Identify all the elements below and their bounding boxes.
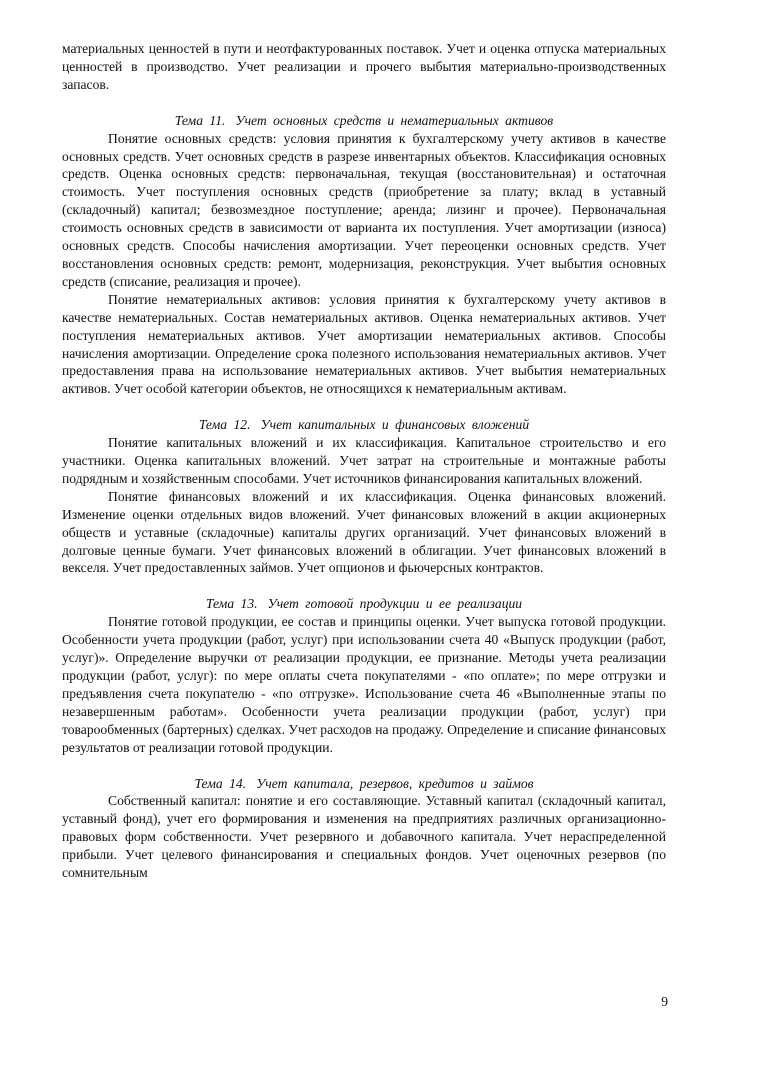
topic-number: Тема 11.	[174, 112, 226, 128]
topic-number: Тема 13.	[205, 596, 258, 612]
section-topic-12	[62, 416, 666, 577]
section-paragraph: Понятие финансовых вложений и их классификация. Оценка финансовых вложений. Изменение оценки отдельных видов вложений. Учет финансовых вложений в акции акционерных обществ и уставные (складочные) капиталы других организаций. Учет финансовых вложений в долговые ценные бумаги. Учет финансовых вложений в облигации. Учет финансовых вложений в векселя. Учет предоставленных займов. Учет опционов и фьючерсных контрактов.	[62, 488, 666, 576]
topic-title: Учет готовой продукции и ее реализации	[267, 596, 523, 612]
intro-paragraph: материальных ценностей в пути и неотфактурованных поставок. Учет и оценка отпуска материальных ценностей в производство. Учет реализации и прочего выбытия материально-производственных запасов.	[62, 41, 666, 92]
topic-heading	[62, 112, 666, 130]
topic-number: Тема 14.	[194, 775, 247, 791]
section-paragraph: Понятие нематериальных активов: условия принятия к бухгалтерскому учету активов в качестве нематериальных. Состав нематериальных активов. Оценка нематериальных активов. Учет поступления нематериальных активов. Учет амортизации нематериальных активов. Способы начисления амортизации. Определение срока полезного использования нематериальных активов. Учет предоставления права на использование нематериальных активов. Учет выбытия нематериальных активов. Учет особой категории объектов, не относящихся к нематериальным активам.	[62, 291, 666, 397]
document-page	[62, 40, 666, 882]
topic-heading	[62, 416, 666, 434]
topic-number: Тема 12.	[198, 417, 251, 433]
section-paragraph: Собственный капитал: понятие и его составляющие. Уставный капитал (складочный капитал, уставный фонд), учет его формирования и изменения на предприятиях различных организационно-правовых форм собственности. Учет резервного и добавочного капитала. Учет нераспределенной прибыли. Учет целевого финансирования и специальных фондов. Учет оценочных резервов (по сомнительным	[62, 793, 666, 881]
topic-title: Учет основных средств и нематериальных активов	[235, 112, 554, 128]
section-topic-13	[62, 595, 666, 756]
section-paragraph: Понятие капитальных вложений и их классификация. Капитальное строительство и его участники. Оценка капитальных вложений. Учет затрат на строительные и монтажные работы подрядным и хозяйственным способами. Учет источников финансирования капитальных вложений.	[62, 435, 666, 486]
topic-heading	[62, 775, 666, 793]
section-paragraph: Понятие готовой продукции, ее состав и принципы оценки. Учет выпуска готовой продукции. Особенности учета продукции (работ, услуг) при использовании счета 40 «Выпуск продукции (работ, услуг)». Определение выручки от реализации продукции, ее признание. Методы учета реализации продукции (работ, услуг): по мере оплаты счета покупателями - «по оплате»; по мере отгрузки и предъявления счета покупателю - «по отгрузке». Использование счета 46 «Выполненные этапы по незавершенным работам». Особенности учета реализации продукции (работ, услуг) при товарообменных (бартерных) сделках. Учет расходов на продажу. Определение и списание финансовых результатов от реализации готовой продукции.	[62, 614, 666, 755]
page-number: 9	[661, 994, 668, 1009]
section-topic-14	[62, 775, 666, 882]
topic-title: Учет капитала, резервов, кредитов и займов	[256, 775, 534, 791]
topic-title: Учет капитальных и финансовых вложений	[260, 417, 530, 433]
section-paragraph: Понятие основных средств: условия принятия к бухгалтерскому учету активов в качестве основных средств. Учет основных средств в разрезе инвентарных объектов. Классификация основных средств. Оценка основных средств: первоначальная, текущая (восстановительная) и остаточная стоимость. Учет поступления основных средств (приобретение за плату; вклад в уставный (складочный) капитал; безвозмездное поступление; аренда; лизинг и прочее). Первоначальная стоимость основных средств в зависимости от варианта их поступления. Учет амортизации (износа) основных средств. Способы начисления амортизации. Учет переоценки основных средств. Учет восстановления основных средств: ремонт, модернизация, реконструкция. Учет выбытия основных средств (списание, реализация и прочее).	[62, 130, 666, 289]
topic-heading	[62, 595, 666, 613]
section-topic-11	[62, 112, 666, 399]
